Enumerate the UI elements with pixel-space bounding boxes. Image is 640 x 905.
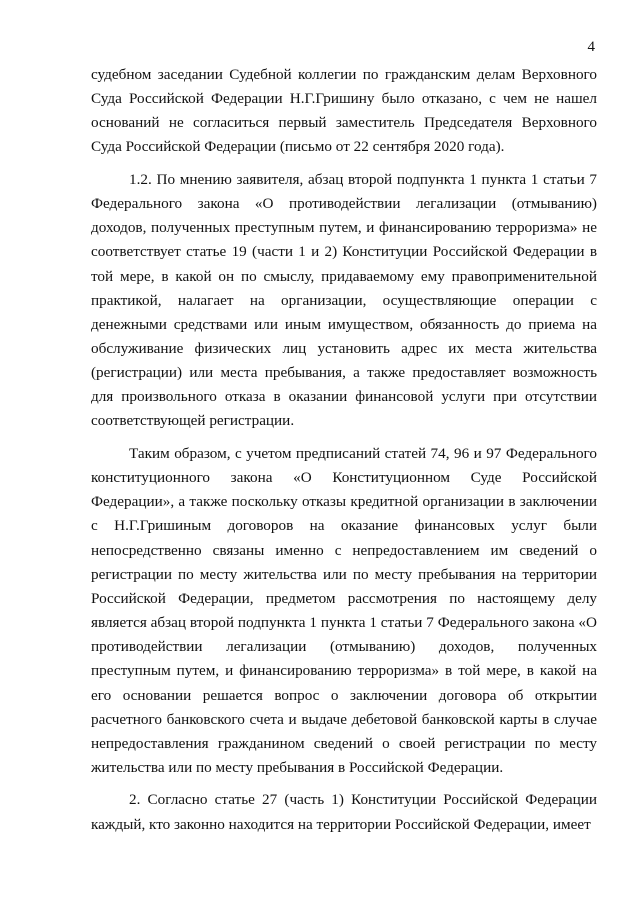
paragraph-subject: Таким образом, с учетом предписаний статей 74, 96 и 97 Федерального конституционного закона «О Конституционном Суде Российской Федерации», а также поскольку отказы кредитной организации в заключении с Н.Г.Гришиным договоров на оказание финансовых услуг были непосредственно связаны именно с непредоставлением им сведений о регистрации по месту жительства или по месту пребывания на территории Российской Федерации, предметом рассмотрения по настоящему делу является абзац второй подпункта 1 пункта 1 статьи 7 Федерального закона «О противодействии легализации (отмыванию) доходов, полученных преступным путем, и финансированию терроризма» в той мере, в какой на его основании решается вопрос о заключении договора об открытии расчетного банковского счета и выдаче дебетовой банковской карты в случае непредоставления гражданином сведений о своей регистрации по месту жительства или по месту пребывания в Российской Федерации. <box>91 444 597 776</box>
document-body <box>91 63 597 837</box>
paragraph-1-2: 1.2. По мнению заявителя, абзац второй подпункта 1 пункта 1 статьи 7 Федерального закона «О противодействии легализации (отмыванию) доходов, полученных преступным путем, и финансированию терроризма» не соответствует статье 19 (части 1 и 2) Конституции Российской Федерации в той мере, в какой он по смыслу, придаваемому ему правоприменительной практикой, налагает на организации, осуществляющие операции с денежными средствами или иным имуществом, обязанность до приема на обслуживание физических лиц установить адрес их места жительства (регистрации) или места пребывания, а также предоставляет возможность для произвольного отказа в оказании финансовой услуги при отсутствии соответствующей регистрации. <box>91 170 597 430</box>
paragraph-continuation: судебном заседании Судебной коллегии по гражданским делам Верховного Суда Российской Федерации Н.Г.Гришину было отказано, с чем не нашел оснований не согласиться первый заместитель Председателя Верховного Суда Российской Федерации (письмо от 22 сентября 2020 года). <box>91 66 597 156</box>
page-number: 4 <box>587 39 595 55</box>
paragraph-2: 2. Согласно статье 27 (часть 1) Конституции Российской Федерации каждый, кто законно находится на территории Российской Федерации, имеет <box>91 791 597 833</box>
